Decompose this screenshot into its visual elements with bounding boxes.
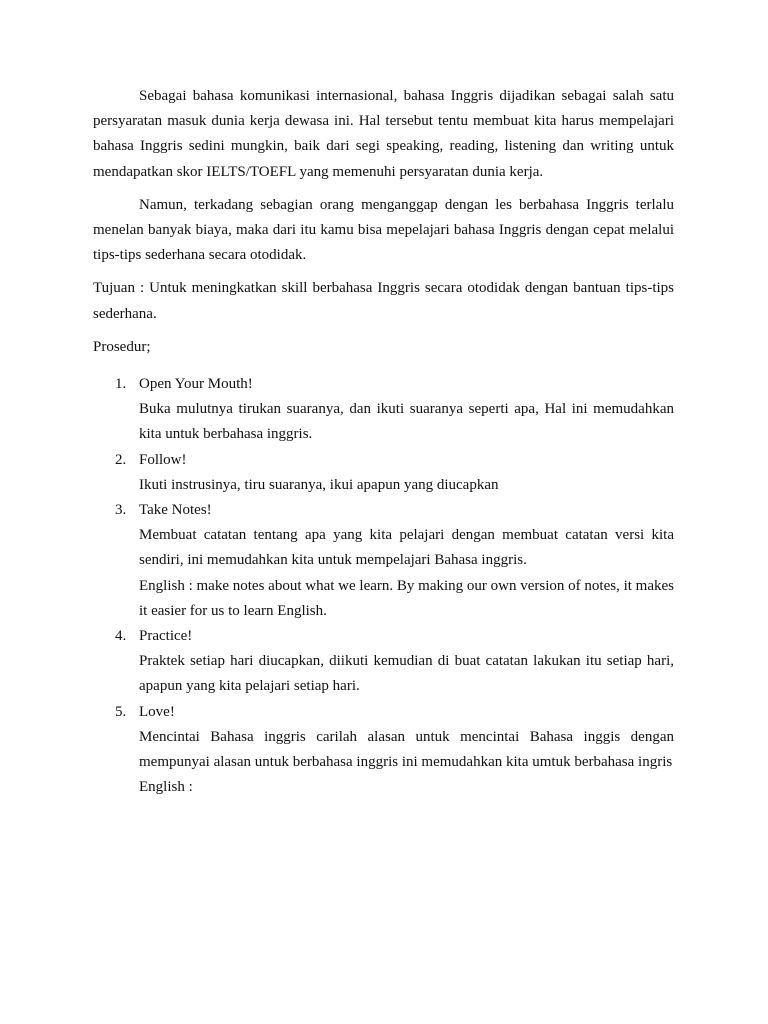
step-english-text: English : make notes about what we learn. By making our own version of notes, it makes it easier for us to learn English. <box>139 577 674 619</box>
list-number: 4. <box>115 628 127 645</box>
list-item <box>93 498 674 624</box>
list-item <box>93 700 674 801</box>
step-text: Buka mulutnya tirukan suaranya, dan ikuti suaranya seperti apa, Hal ini memudahkan kita untuk berbahasa inggris. <box>139 401 674 443</box>
step-text: Ikuti instrusinya, tiru suaranya, ikui apapun yang diucapkan <box>139 476 499 493</box>
step-text: Membuat catatan tentang apa yang kita pelajari dengan membuat catatan versi kita sendiri, ini memudahkan kita untuk mempelajari Bahasa inggris. <box>139 527 674 569</box>
step-text: Praktek setiap hari diucapkan, diikuti kemudian di buat catatan lakukan itu setiap hari, apapun yang kita pelajari setiap hari. <box>139 653 674 695</box>
list-number: 5. <box>115 703 127 720</box>
list-item <box>93 448 674 498</box>
goal-paragraph: Tujuan : Untuk meningkatkan skill berbahasa Inggris secara otodidak dengan bantuan tips-tips sederhana. <box>93 280 674 322</box>
step-title: Practice! <box>139 628 193 645</box>
cost-paragraph: Namun, terkadang sebagian orang menganggap dengan les berbahasa Inggris terlalu menelan banyak biaya, maka dari itu kamu bisa mepelajari bahasa Inggris dengan cepat melalui tips-tips sederhana secara otodidak. <box>93 196 674 264</box>
procedure-list <box>93 372 674 800</box>
step-title: Take Notes! <box>139 502 212 519</box>
document-page <box>93 84 674 800</box>
list-item <box>93 372 674 448</box>
step-title: Open Your Mouth! <box>139 376 253 393</box>
step-english-text: English : <box>139 779 193 796</box>
step-title: Follow! <box>139 451 187 468</box>
list-item <box>93 624 674 700</box>
step-title: Love! <box>139 703 175 720</box>
list-number: 3. <box>115 502 127 519</box>
step-text: Mencintai Bahasa inggris carilah alasan untuk mencintai Bahasa inggis dengan mempunyai alasan untuk berbahasa inggris ini memudahkan kita umtuk berbahasa ingris <box>139 728 674 771</box>
list-number: 1. <box>115 376 127 393</box>
list-number: 2. <box>115 451 127 468</box>
intro-paragraph: Sebagai bahasa komunikasi internasional, bahasa Inggris dijadikan sebagai salah satu persyaratan masuk dunia kerja dewasa ini. Hal tersebut tentu membuat kita harus mempelajari bahasa Inggris sedini mungkin, baik dari segi speaking, reading, listening dan writing untuk mendapatkan skor IELTS/TOEFL yang memenuhi persyaratan dunia kerja. <box>93 88 674 180</box>
procedure-heading: Prosedur; <box>93 338 151 355</box>
